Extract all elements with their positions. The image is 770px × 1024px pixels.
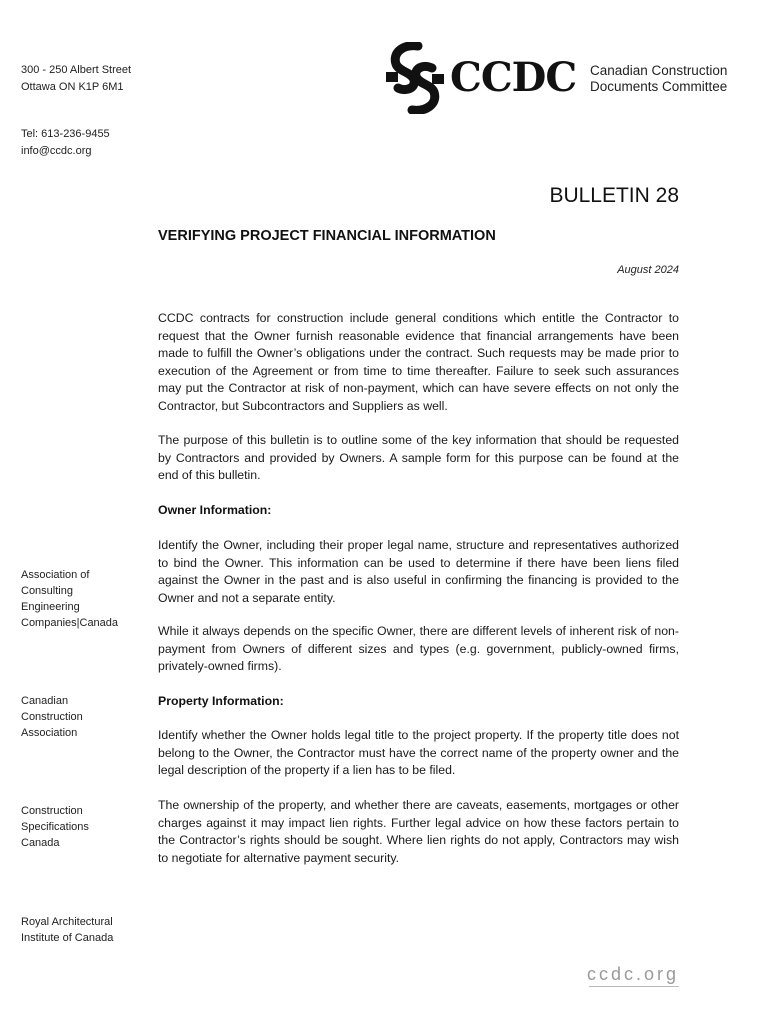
owner-information-heading: Owner Information: [158, 503, 272, 517]
sidebar-org-line: Construction [21, 805, 83, 817]
sidebar-org-acec [21, 567, 131, 631]
sidebar-org-raic [21, 914, 131, 946]
sidebar-org-line: Royal Architectural [21, 916, 113, 928]
sidebar-org-line: Canadian [21, 695, 69, 707]
paragraph-owner-identity: Identify the Owner, including their proper legal name, structure and representatives authorized to bind the Owner. This information can be used to determine if there have been liens filed against the Owner in the past and is also useful in confirming the financing is provided to the Owner and not a separate entity. [158, 538, 679, 605]
paragraph-property-title: Identify whether the Owner holds legal title to the project property. If the property title does not belong to the Owner, the Contractor must have the correct name of the property owner and the legal description of the property if a lien has to be filed. [158, 728, 679, 777]
property-information-heading: Property Information: [158, 694, 284, 708]
sidebar-org-line: Consulting [21, 585, 73, 597]
sidebar-org-line: Canada [21, 837, 60, 849]
sidebar-org-line: Engineering [21, 601, 80, 613]
address-block [21, 62, 131, 96]
sidebar-org-line: Association [21, 727, 78, 739]
logo-wordmark: CCDC [450, 54, 577, 101]
logo-org-name [590, 63, 727, 95]
bulletin-number: BULLETIN 28 [549, 184, 679, 207]
sidebar-org-line: Specifications [21, 821, 89, 833]
contact-block [21, 126, 110, 160]
address-line-1: 300 - 250 Albert Street [21, 64, 132, 76]
document-date: August 2024 [617, 264, 679, 276]
document-title: VERIFYING PROJECT FINANCIAL INFORMATION [158, 228, 496, 244]
sidebar-org-line: Institute of Canada [21, 932, 114, 944]
ccdc-s-mark-icon [384, 42, 446, 114]
footer-website-link[interactable]: ccdc.org [586, 964, 679, 984]
footer-divider [589, 986, 679, 987]
sidebar-org-line: Construction [21, 711, 83, 723]
sidebar-org-line: Companies|Canada [21, 617, 119, 629]
paragraph-intro: CCDC contracts for construction include general conditions which entitle the Contractor to request that the Owner furnish reasonable evidence that financial arrangements have been made to fulfill the Owner’s obligations under the contract. Such requests may be made prior to execution of the Agreement or from time to time thereafter. Failure to seek such assurances may put the Contractor at risk of non-payment, which can have severe effects on not only the Contractor, but Subcontractors and Suppliers as well. [158, 311, 679, 413]
paragraph-owner-risk: While it always depends on the specific Owner, there are different levels of inherent risk of non-payment from Owners of different sizes and types (e.g. government, publicly-owned firms, privately-owned firms). [158, 624, 679, 673]
address-line-2: Ottawa ON K1P 6M1 [21, 81, 124, 93]
phone-number: Tel: 613-236-9455 [21, 128, 110, 140]
sidebar-org-cca [21, 693, 131, 741]
logo-org-line-2: Documents Committee [590, 79, 728, 94]
sidebar-org-csc [21, 803, 131, 851]
sidebar-org-line: Association of [21, 569, 90, 581]
email-address[interactable]: info@ccdc.org [21, 145, 92, 157]
logo-org-line-1: Canadian Construction [590, 63, 728, 78]
paragraph-purpose: The purpose of this bulletin is to outline some of the key information that should be requested by Contractors and provided by Owners. A sample form for this purpose can be found at the end of this bulletin. [158, 433, 679, 482]
paragraph-property-charges: The ownership of the property, and whether there are caveats, easements, mortgages or other charges against it may impact lien rights. Further legal advice on how these factors pertain to the Contractor’s rights should be sought. Where lien rights do not apply, Contractors may wish to negotiate for alternative payment security. [158, 798, 679, 865]
